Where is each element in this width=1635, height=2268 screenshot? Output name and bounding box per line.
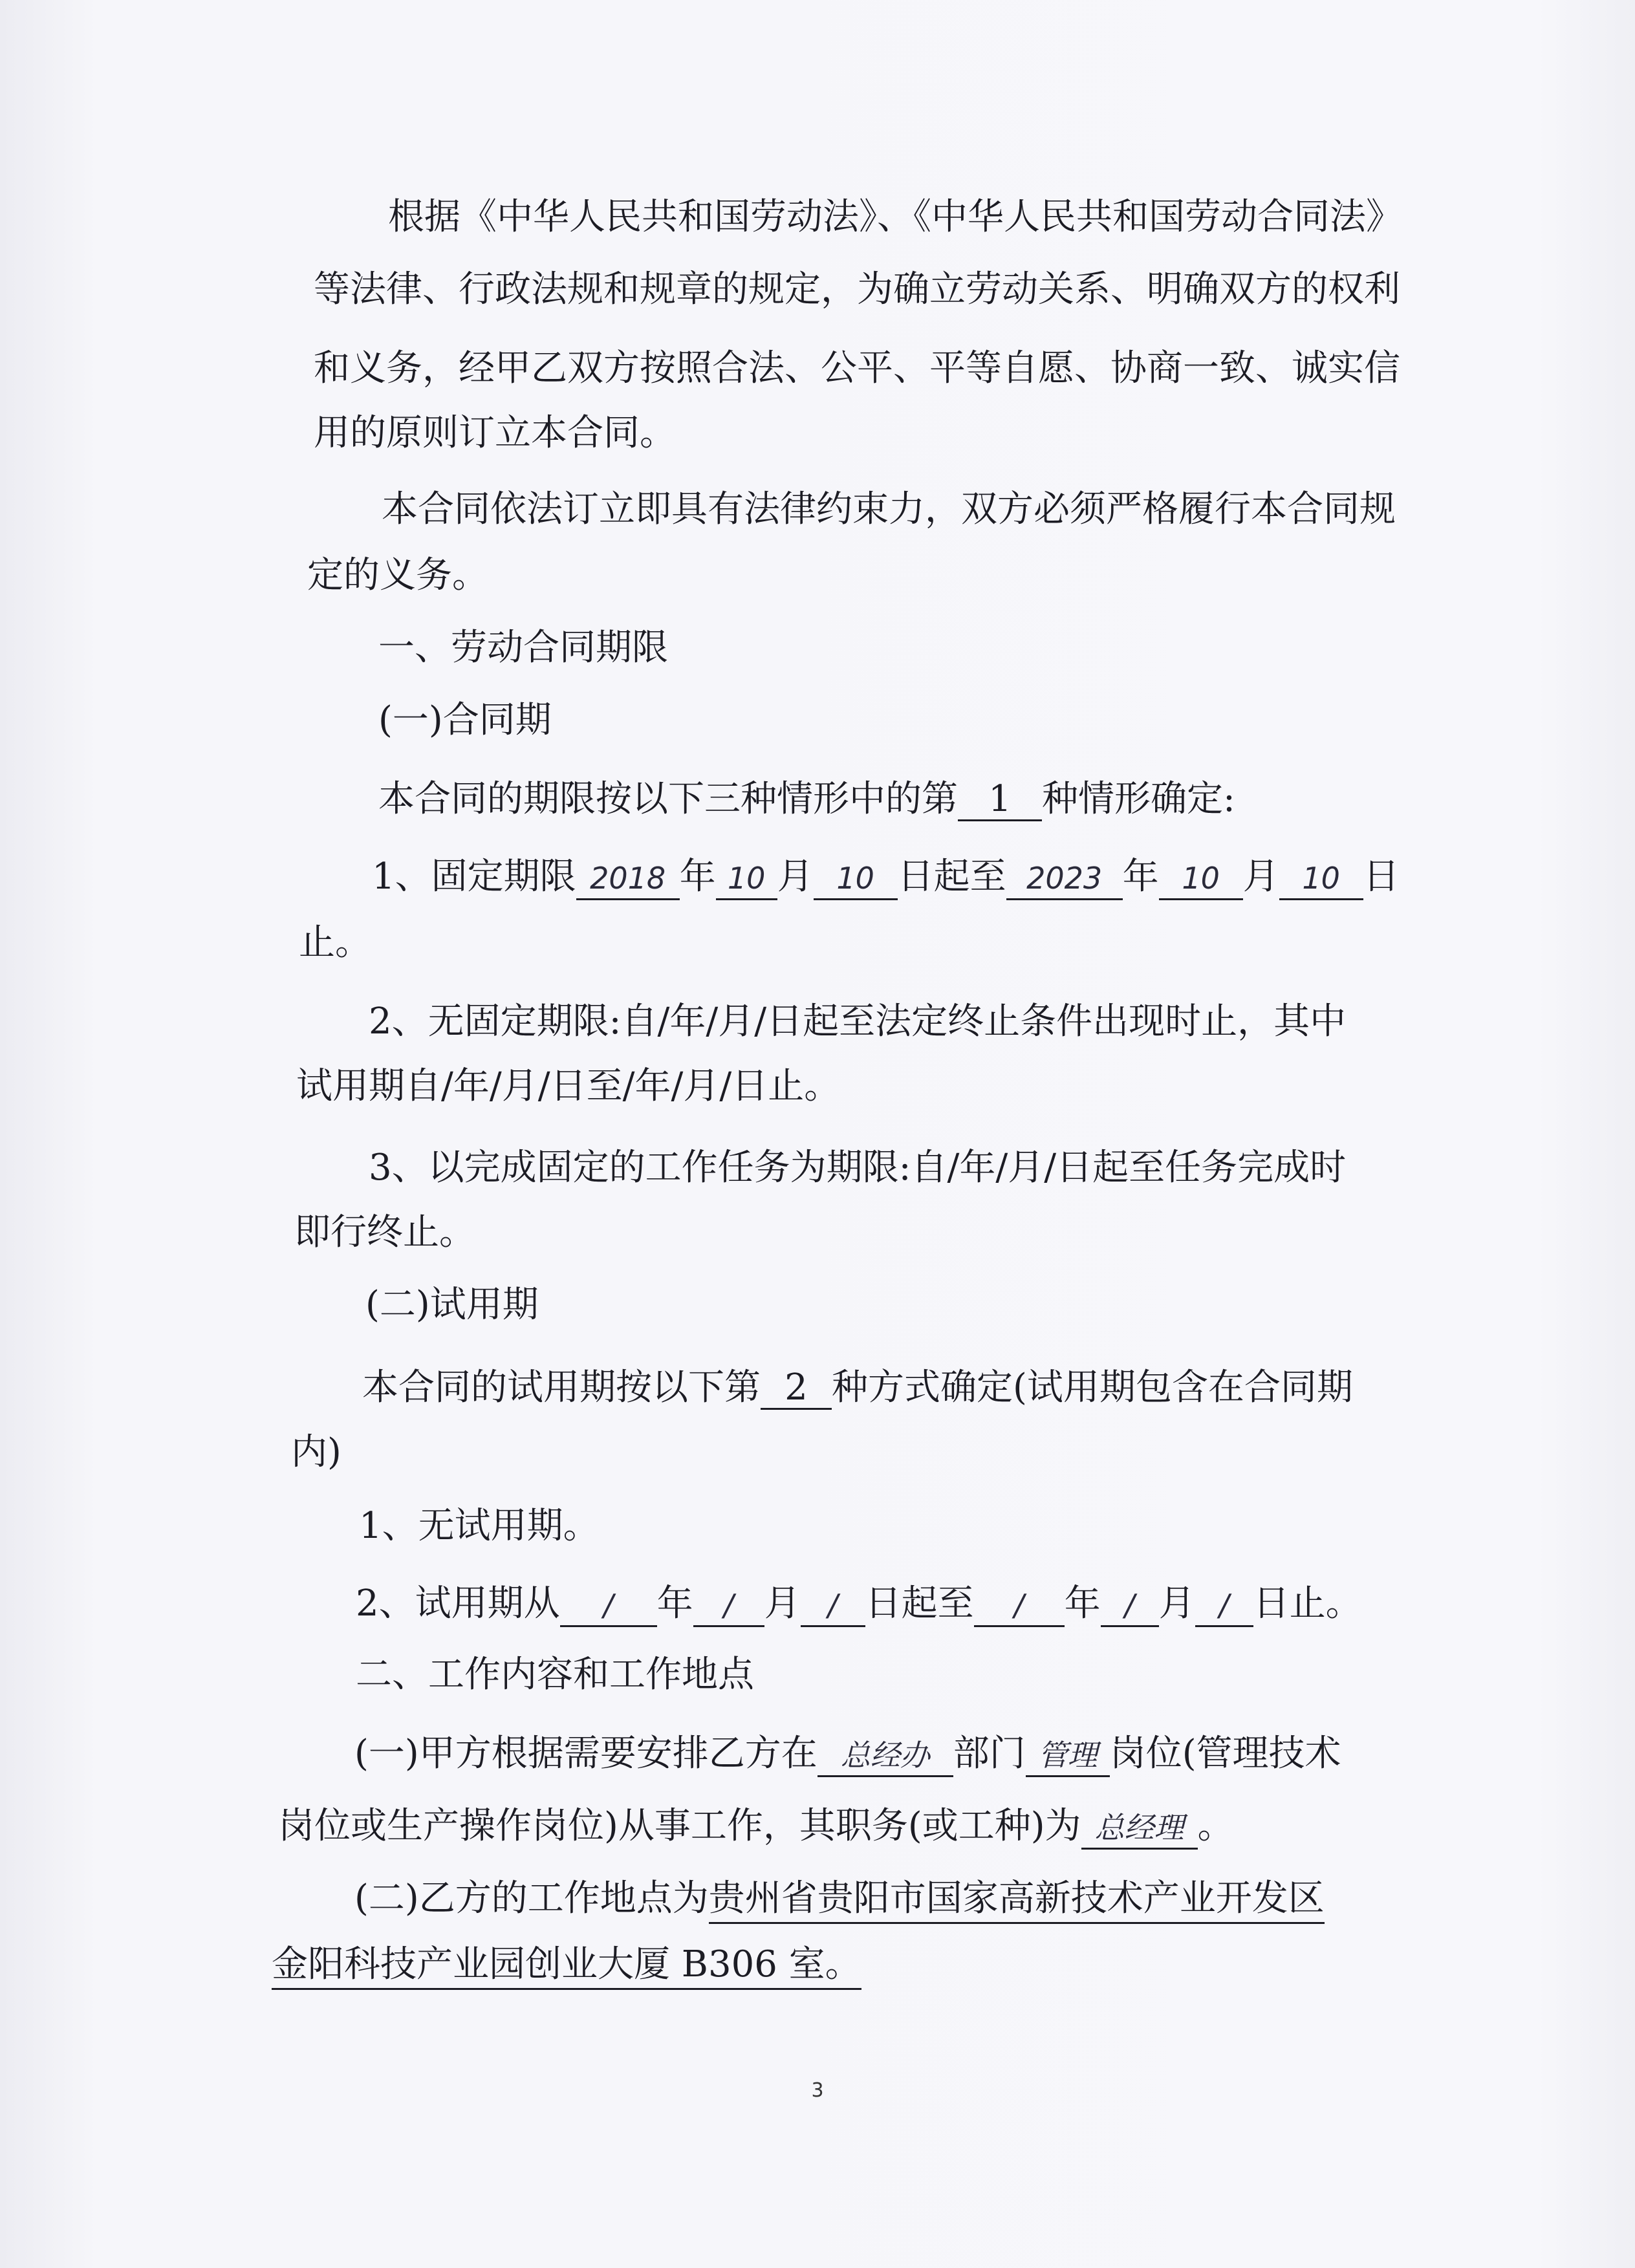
task-term-line-1: 3、以完成固定的工作任务为期限:自/年/月/日起至任务完成时 — [369, 1147, 1347, 1189]
binding-line-2: 定的义务。 — [307, 554, 488, 596]
fixed-start-month: 10 — [716, 856, 777, 900]
location-value-2: 金阳科技产业园创业大厦 B306 室。 — [272, 1943, 861, 1990]
location-prefix: (二)乙方的工作地点为 — [354, 1877, 709, 1919]
section-1-title: 一、劳动合同期限 — [378, 627, 668, 669]
probation-end-month: / — [1101, 1582, 1159, 1627]
fixed-term-line — [372, 851, 1400, 903]
fixed-term-line-2: 止。 — [299, 922, 371, 964]
fixed-month-unit-2: 月 — [1242, 856, 1279, 898]
location-line-2 — [272, 1939, 861, 1991]
probation-choice-value: 2 — [761, 1365, 832, 1410]
probation-choice-prefix: 本合同的试用期按以下第 — [362, 1366, 761, 1409]
probation-month-unit-2: 月 — [1158, 1582, 1195, 1625]
probation-day-until: 日止。 — [1253, 1582, 1362, 1625]
job-line-2-text: 岗位或生产操作岗位)从事工作，其职务(或工种)为 — [278, 1805, 1081, 1847]
probation-end-year: / — [974, 1582, 1065, 1627]
job-title-value: 总经理 — [1081, 1805, 1198, 1850]
fixed-start-day: 10 — [814, 856, 898, 900]
job-department: 总经办 — [817, 1733, 953, 1777]
indefinite-term-line-2: 试用期自/年/月/日至/年/月/日止。 — [296, 1065, 841, 1107]
probation-start-year: / — [560, 1582, 657, 1627]
job-post-suffix: 岗位(管理技术 — [1109, 1733, 1341, 1775]
task-term-line-2: 即行终止。 — [294, 1211, 475, 1253]
fixed-end-day: 10 — [1279, 856, 1363, 900]
probation-start-day: / — [801, 1582, 865, 1627]
probation-month-unit-1: 月 — [764, 1582, 801, 1625]
job-line-2-end: 。 — [1197, 1805, 1234, 1847]
intro-line-4: 用的原则订立本合同。 — [314, 412, 676, 454]
term-choice-prefix: 本合同的期限按以下三种情形中的第 — [378, 778, 958, 820]
section-2-title: 二、工作内容和工作地点 — [356, 1654, 754, 1696]
probation-option-2 — [356, 1578, 1362, 1630]
fixed-year-unit-2: 年 — [1122, 856, 1159, 898]
probation-day-from: 日起至 — [865, 1582, 974, 1625]
fixed-day-from: 日起至 — [897, 856, 1006, 898]
fixed-start-year: 2018 — [576, 856, 680, 900]
fixed-term-label: 1、固定期限 — [372, 856, 576, 898]
probation-choice-line — [362, 1362, 1353, 1414]
probation-year-unit-2: 年 — [1064, 1582, 1101, 1625]
term-choice-suffix: 种情形确定: — [1042, 778, 1235, 820]
job-line-2 — [278, 1800, 1234, 1852]
probation-year-unit-1: 年 — [656, 1582, 693, 1625]
job-dept-label: 部门 — [953, 1733, 1026, 1775]
page-number: 3 — [811, 2079, 824, 2102]
location-line-1 — [354, 1873, 1325, 1925]
fixed-year-unit-1: 年 — [679, 856, 716, 898]
term-choice-line — [378, 773, 1235, 825]
probation-option-1: 1、无试用期。 — [359, 1505, 600, 1547]
intro-line-1: 根据《中华人民共和国劳动法》、《中华人民共和国劳动合同法》 — [388, 196, 1402, 238]
fixed-end-month: 10 — [1159, 856, 1243, 900]
probation-option-2-label: 2、试用期从 — [356, 1582, 560, 1625]
intro-line-2: 等法律、行政法规和规章的规定，为确立劳动关系、明确双方的权利 — [314, 268, 1400, 310]
fixed-end-year: 2023 — [1006, 856, 1123, 900]
subsection-probation: (二)试用期 — [365, 1284, 539, 1326]
probation-choice-suffix: 种方式确定(试用期包含在合同期 — [832, 1366, 1353, 1409]
probation-choice-line-2: 内) — [291, 1431, 341, 1473]
fixed-month-unit-1: 月 — [777, 856, 814, 898]
location-value-1: 贵州省贵阳市国家高新技术产业开发区 — [709, 1877, 1325, 1924]
job-line-1 — [354, 1728, 1341, 1780]
job-prefix: (一)甲方根据需要安排乙方在 — [354, 1733, 817, 1775]
probation-start-month: / — [693, 1582, 764, 1627]
job-post: 管理 — [1026, 1733, 1110, 1777]
fixed-day-unit: 日 — [1363, 856, 1400, 898]
probation-end-day: / — [1195, 1582, 1253, 1627]
term-choice-value: 1 — [958, 777, 1042, 821]
subsection-contract-term: (一)合同期 — [378, 699, 552, 741]
intro-line-3: 和义务，经甲乙双方按照合法、公平、平等自愿、协商一致、诚实信 — [314, 347, 1400, 389]
binding-line-1: 本合同依法订立即具有法律约束力，双方必须严格履行本合同规 — [382, 488, 1396, 530]
indefinite-term-line-1: 2、无固定期限:自/年/月/日起至法定终止条件出现时止，其中 — [369, 1000, 1347, 1042]
